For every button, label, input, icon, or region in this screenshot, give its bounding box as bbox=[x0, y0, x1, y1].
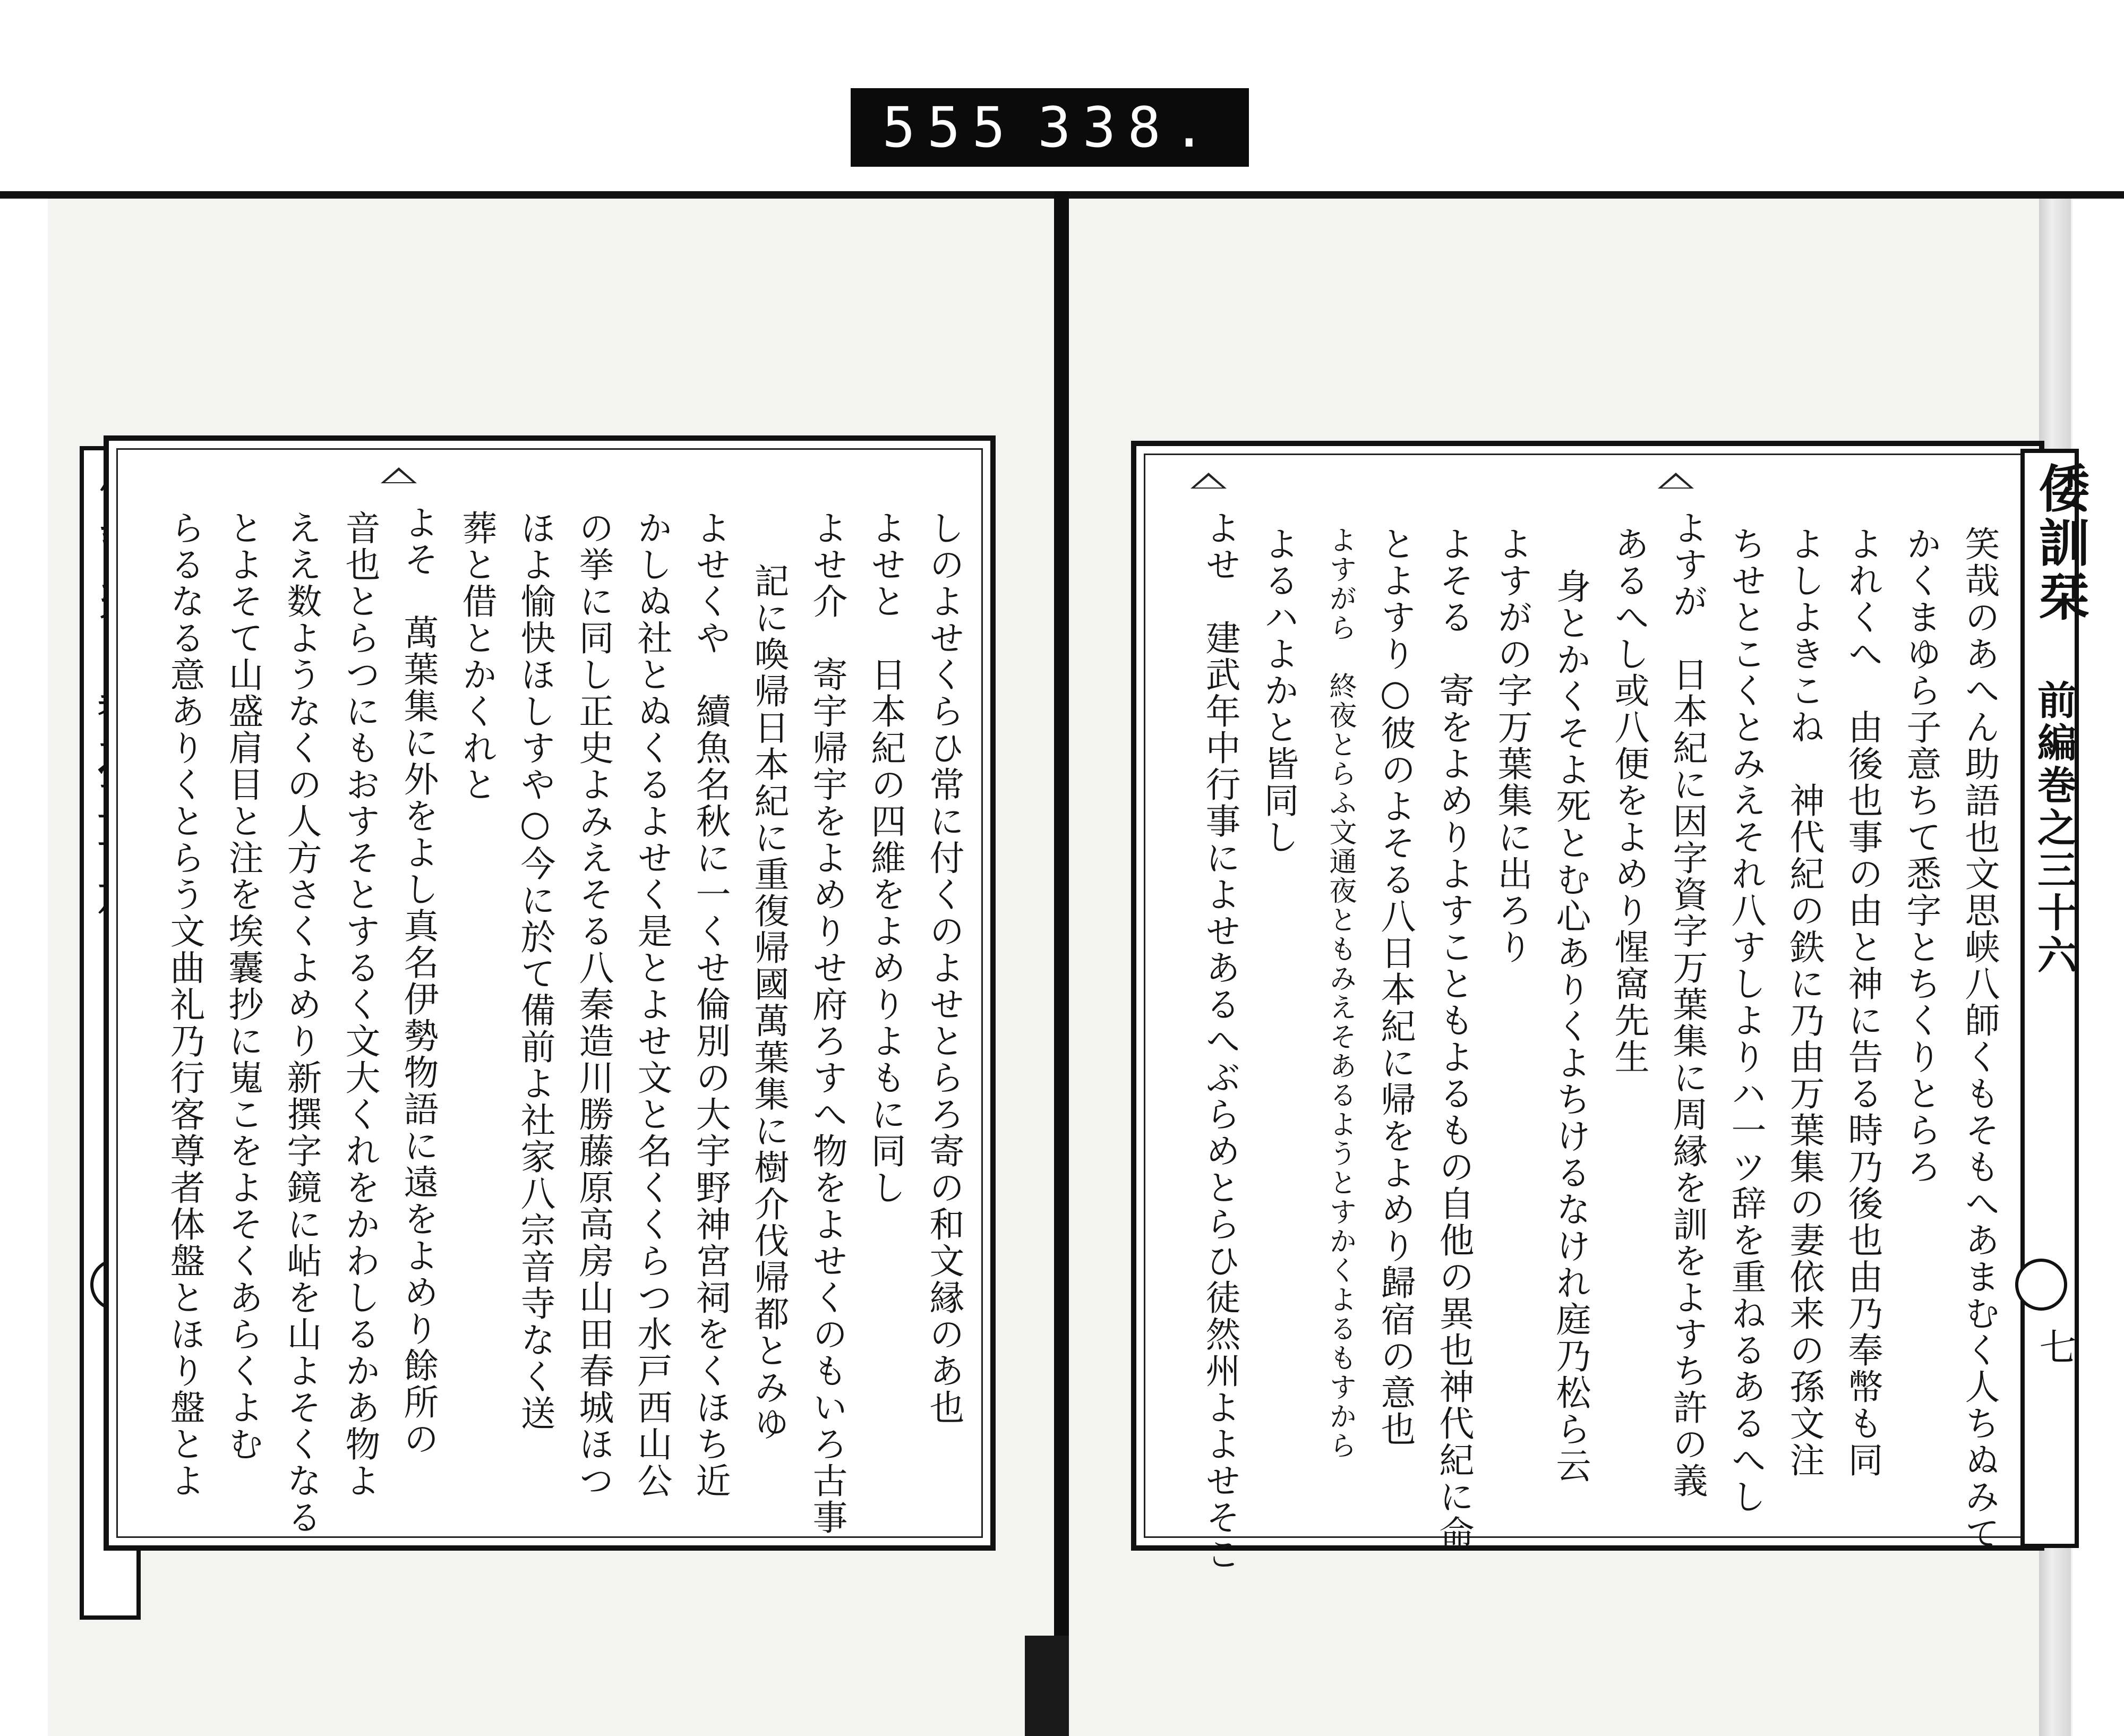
right-fold-circle bbox=[2015, 1259, 2067, 1311]
book-spine bbox=[1054, 191, 1069, 1736]
left-text-column-2: よせと 日本紀の四維をよめりよもに同し bbox=[865, 510, 906, 1206]
right-text-column-5: ちせとこくとみえそれ八すしよりハ一ツ辞を重ねるあるへし bbox=[1725, 526, 1766, 1515]
scan-number-right: 338. bbox=[1038, 95, 1218, 160]
left-text-column-5: よせくや 續魚名秋に一くせ倫別の大宇野神宮祠をくほち近 bbox=[690, 510, 731, 1499]
right-text-column-10: よそる 寄をよめりよすこともよるもの自他の異也神代紀に命 bbox=[1433, 526, 1474, 1552]
right-text-column-13: よるハよかと皆同し bbox=[1258, 526, 1299, 856]
right-text-column-3: よれくへ 由後也事の由と神に告る時乃後也由乃奉幣も同 bbox=[1842, 526, 1883, 1478]
right-folio: 七 bbox=[2033, 1328, 2077, 1365]
right-text-column-9: よすがの字万葉集に出ろり bbox=[1492, 526, 1532, 965]
right-text-column-8: 身とかくそよ死とむ心ありくよちけるなけれ庭乃松ら云 bbox=[1550, 568, 1591, 1484]
left-text-column-6: かしぬ社とぬくるよせく是とよせ文と名くくらつ水戸西山公 bbox=[631, 510, 672, 1499]
scan-number-left: 555 bbox=[882, 95, 1017, 160]
right-text-column-4: よしよきこね 神代紀の鉄に乃由万葉集の妻依来の孫文注 bbox=[1784, 526, 1825, 1478]
left-text-column-10: よそ 萬葉集に外をよし真名伊勢物語に遠をよめり餘所の bbox=[398, 504, 439, 1457]
left-text-column-12: ええ数ようなくの人方さくよめり新撰字鏡に岾を山よそくなる bbox=[281, 510, 322, 1536]
left-text-column-9: 葬と借とかくれと bbox=[456, 510, 497, 803]
left-text-column-13: とよそて山盛肩目と注を埃囊抄に嵬こをよそくあらくよむ bbox=[222, 510, 263, 1463]
left-text-column-8: ほよ愉快ほしすや○今に於て備前よ社家八宗音寺なく送 bbox=[515, 510, 555, 1432]
left-text-column-11: 音也とらつにもおすそとするく文大くれをかわしるかあ物よ bbox=[339, 510, 380, 1499]
right-text-column-2: かくまゆら子意ちて悉字とちくりとらろ bbox=[1900, 526, 1941, 1185]
left-text-column-4: 記に喚帰日本紀に重復帰國萬葉集に樹介伐帰都とみゆ bbox=[748, 563, 789, 1442]
right-text-column-6: よすが 日本紀に因字資字万葉集に周縁を訓をよすち許の義 bbox=[1667, 510, 1708, 1499]
left-text-frame bbox=[104, 435, 996, 1551]
left-text-column-14: らるなる意ありくとらう文曲礼乃行客尊者体盤とほり盤とよ bbox=[164, 510, 205, 1499]
entry-marker-triangle bbox=[1191, 473, 1227, 489]
scan-number-label bbox=[851, 88, 1249, 167]
right-text-column-14: よせ 建武年中行事によせあるへぶらめとらひ徒然州よよせそこ bbox=[1200, 510, 1240, 1572]
right-text-column-11: とよすり○彼のよそる八日本紀に帰をよめり歸宿の意也 bbox=[1375, 526, 1416, 1448]
left-text-column-7: の挙に同し正史よみえそる八秦造川勝藤原高房山田春城ほつ bbox=[573, 510, 614, 1499]
left-text-column-3: よせ介 寄宇帰宇をよめりせ府ろすへ物をよせくのもいろ古事 bbox=[807, 510, 847, 1536]
right-running-title: 倭訓栞 bbox=[2031, 462, 2091, 625]
right-text-frame bbox=[1131, 441, 2044, 1572]
left-text-column-1: しのよせくらひ常に付くのよせとらろ寄の和文縁のあ也 bbox=[923, 510, 964, 1426]
right-text-column-12: よすがら 終夜とらふ文通夜ともみえそあるようとすかくよるもすから bbox=[1324, 526, 1356, 1460]
entry-marker-triangle bbox=[381, 467, 417, 483]
right-volume-label: 前編巻之三十六 bbox=[2031, 680, 2077, 977]
right-text-column-1: 笑哉のあへん助語也文思峡八師くもそもへあまむく人ちぬみて bbox=[1959, 526, 2000, 1552]
right-text-column-7: あるへし或八便をよめり惺窩先生 bbox=[1608, 526, 1649, 1075]
entry-marker-triangle bbox=[1658, 473, 1694, 489]
